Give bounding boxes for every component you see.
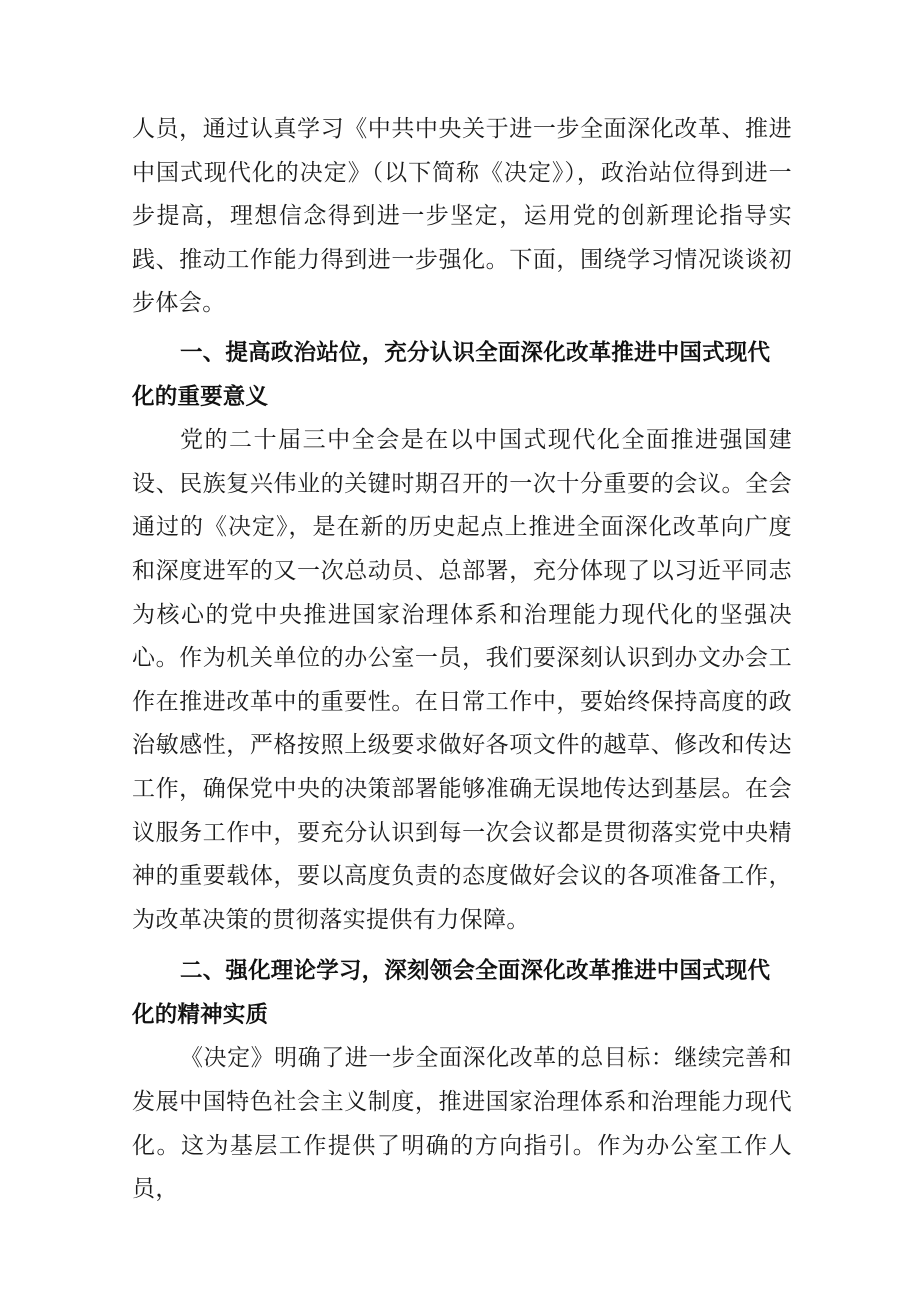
document-body [132, 108, 792, 1212]
intro-paragraph: 人员，通过认真学习《中共中央关于进一步全面深化改革、推进中国式现代化的决定》（以下简称《决定》），政治站位得到进一步提高，理想信念得到进一步坚定，运用党的创新理论指导实践、推动工作能力得到进一步强化。下面，围绕学习情况谈谈初步体会。 [132, 116, 792, 317]
section-2-paragraph: 《决定》明确了进一步全面深化改革的总目标：继续完善和发展中国特色社会主义制度，推进国家治理体系和治理能力现代化。这为基层工作提供了明确的方向指引。作为办公室工作人员， [132, 1045, 792, 1203]
section-heading-2: 二、强化理论学习，深刻领会全面深化改革推进中国式现代化的精神实质 [132, 958, 771, 1028]
section-1-paragraph: 党的二十届三中全会是在以中国式现代化全面推进强国建设、民族复兴伟业的关键时期召开的一次十分重要的会议。全会通过的《决定》，是在新的历史起点上推进全面深化改革向广度和深度进军的又一次总动员、总部署，充分体现了以习近平同志为核心的党中央推进国家治理体系和治理能力现代化的坚强决心。作为机关单位的办公室一员，我们要深刻认识到办文办会工作在推进改革中的重要性。在日常工作中，要始终保持高度的政治敏感性，严格按照上级要求做好各项文件的越草、修改和传达工作，确保党中央的决策部署能够准确无误地传达到基层。在会议服务工作中，要充分认识到每一次会议都是贯彻落实党中央精神的重要载体，要以高度负责的态度做好会议的各项准备工作，为改革决策的贯彻落实提供有力保障。 [132, 427, 792, 933]
section-heading-1: 一、提高政治站位，充分认识全面深化改革推进中国式现代化的重要意义 [132, 339, 771, 410]
